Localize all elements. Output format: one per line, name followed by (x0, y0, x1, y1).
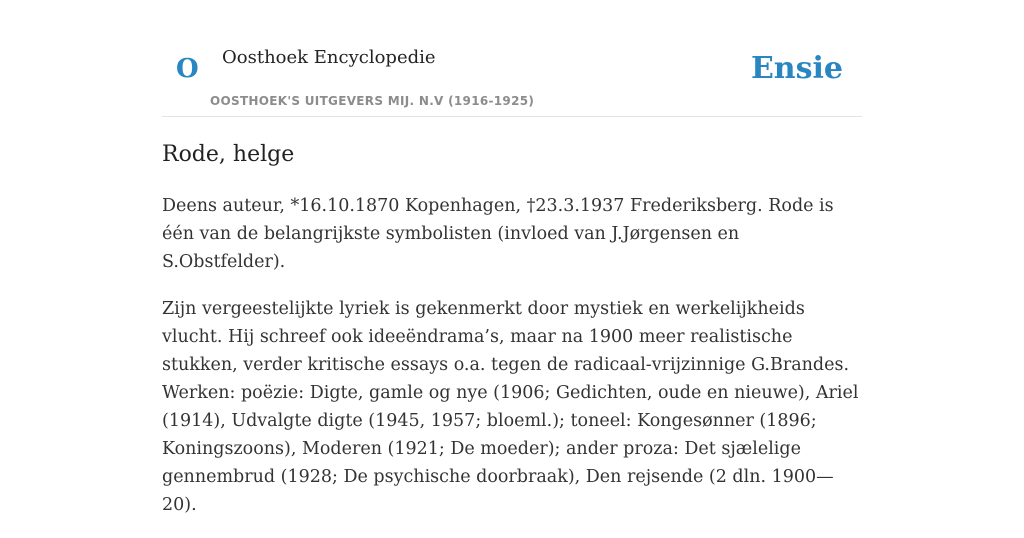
page (162, 0, 862, 515)
ensie-logo-link[interactable]: Ensie (750, 51, 843, 86)
source-header (162, 0, 862, 117)
entry-title: Rode, helge (162, 142, 295, 167)
source-logo[interactable]: O (176, 54, 199, 84)
entry-paragraph: Deens auteur, *16.10.1870 Kopenhagen, †23.3.1937 Frederiksberg. Rode is één van de belangrijkste symbolisten (invloed van J.Jørgensen en S.Obstfelder). (162, 196, 834, 272)
entry-paragraph: Zijn vergeestelijkte lyriek is gekenmerkt door mystiek en werkelijkheids vlucht. Hij schreef ook ideeëndrama’s, maar na 1900 meer realistische stukken, verder kritische essays o.a. tegen de radicaal-vrijzinnige G.Brandes. Werken: poëzie: Digte, gamle og nye (1906; Gedichten, oude en nieuwe), Ariel (1914), Udvalgte digte (1945, 1957; bloeml.); toneel: Kongesønner (1896; Koningszoons), Moderen (1921; De moeder); ander proza: Det sjælelige gennembrud (1928; De psychische doorbraak), Den rejsende (2 dln. 1900—20). (162, 299, 859, 515)
entry-body (162, 192, 862, 538)
source-publisher-meta: OOSTHOEK'S UITGEVERS MIJ. N.V (1916-1925) (210, 94, 535, 108)
source-title-link[interactable]: Oosthoek Encyclopedie (222, 47, 436, 68)
